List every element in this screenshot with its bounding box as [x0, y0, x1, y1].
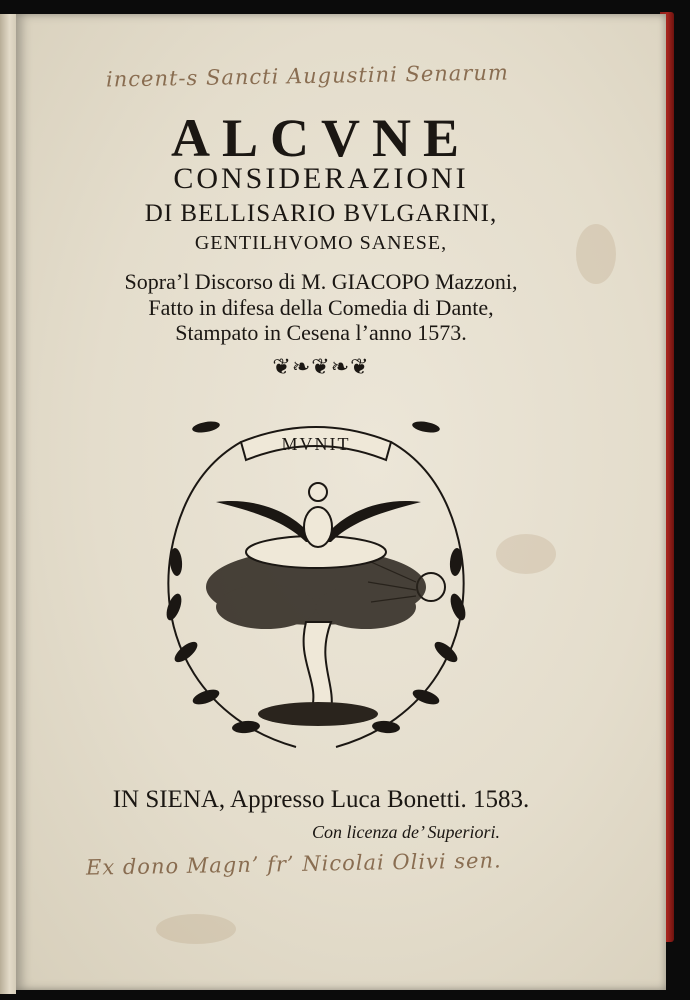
title-line-5: Sopra’l Discorso di M. GIACOPO Mazzoni, [124, 269, 518, 294]
title-line-2: CONSIDERAZIONI [173, 162, 469, 195]
printers-device-woodcut [146, 402, 486, 772]
title-line-1: ALCVNE [170, 108, 472, 168]
title-line-4: GENTILHVOMO SANESE, [194, 232, 448, 254]
bird-wing-left [216, 501, 316, 542]
bird-wing-right [321, 501, 421, 542]
title-line-3: DI BELLISARIO BVLGARINI, [144, 200, 498, 227]
imprint-line: IN SIENA, Appresso Luca Bonetti. 1583. [112, 786, 530, 813]
ground-mound [258, 702, 378, 726]
previous-leaf-edge [0, 14, 16, 994]
title-line-6: Fatto in difesa della Comedia di Dante, [148, 295, 494, 320]
title-line-7: Stampato in Cesena l’anno 1573. [175, 320, 467, 345]
fleuron-ornament: ❦❧❦❧❦ [272, 354, 370, 379]
manuscript-ownership-top: incent-s Sancti Augustini Senarum [105, 60, 509, 92]
title-page [16, 14, 666, 990]
manuscript-ownership-bottom: Ex dono Magn’ fr’ Nicolai Olivi sen. [85, 848, 502, 880]
device-motto: MVNIT [281, 434, 351, 454]
foxing-stain [156, 914, 236, 944]
bird-head [309, 483, 327, 501]
licence-line: Con licenza de’ Superiori. [312, 822, 500, 842]
bird-body [304, 507, 332, 547]
tree-trunk [304, 622, 332, 712]
foxing-stain [496, 534, 556, 574]
